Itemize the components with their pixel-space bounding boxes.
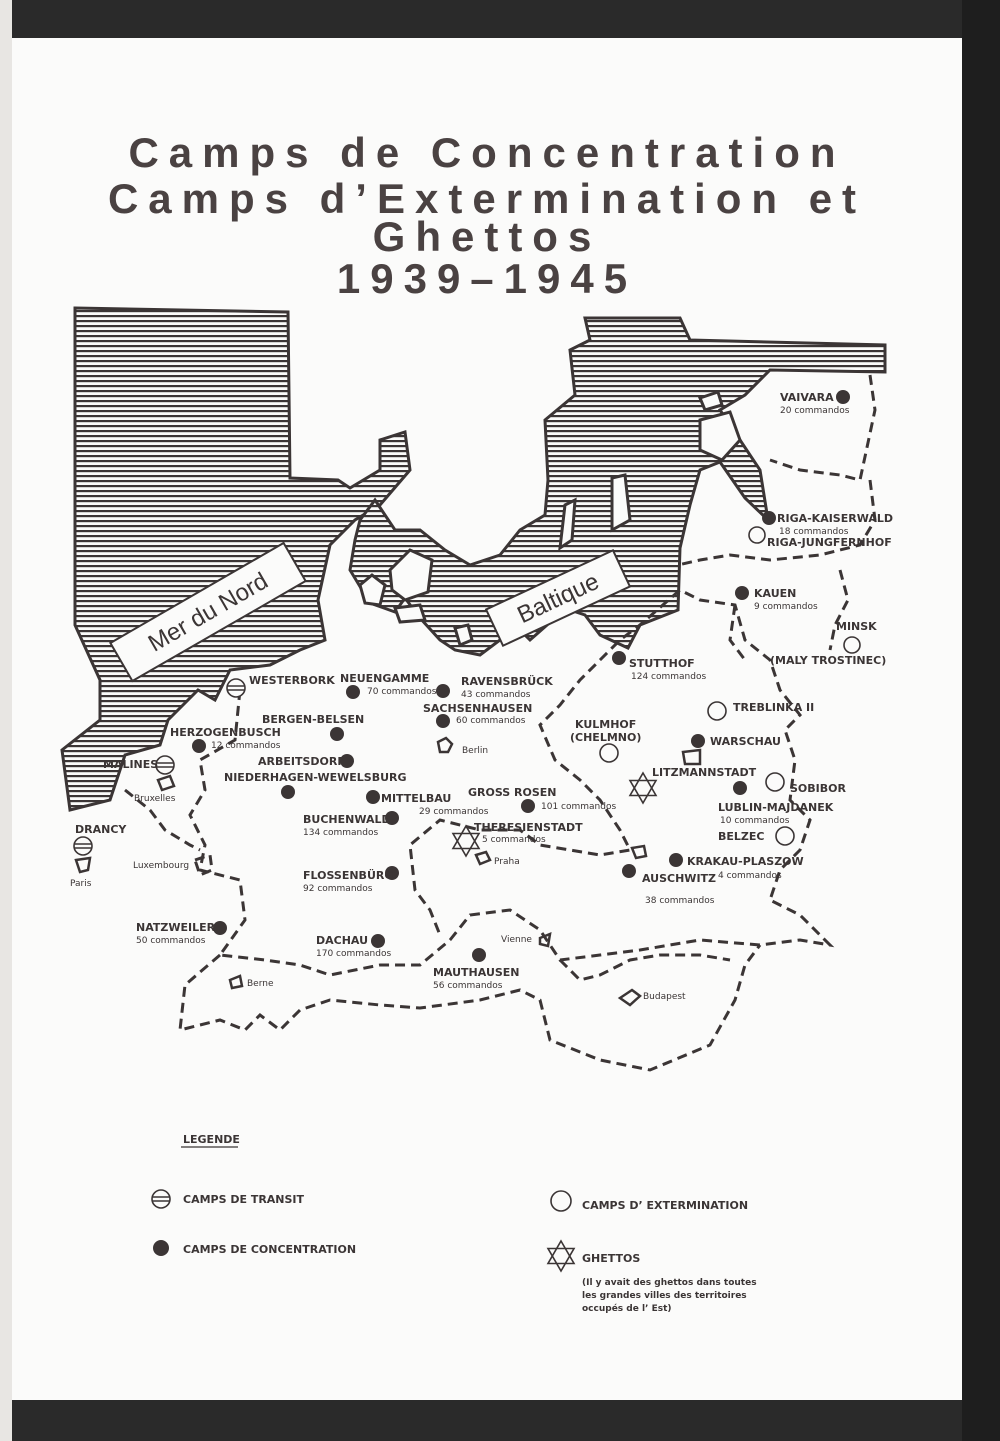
- city-outline-berne: [230, 976, 242, 988]
- riga-jungfernhof-label: RIGA-JUNGFERNHOF: [767, 536, 892, 549]
- gross-rosen-dot: [521, 799, 535, 813]
- ravensbruck-label: RAVENSBRÜCK: [461, 675, 553, 688]
- krakau-label: KRAKAU-PLASZOW: [687, 855, 804, 868]
- malines-transit-icon: [156, 756, 174, 774]
- kauen-dot: [735, 586, 749, 600]
- flossenburg-sub: 92 commandos: [303, 884, 373, 894]
- niederhagen-dot: [281, 785, 295, 799]
- herzogenbusch-label: HERZOGENBUSCH: [170, 726, 281, 739]
- sachsenhausen-label: SACHSENHAUSEN: [423, 702, 533, 715]
- kauen-label: KAUEN: [754, 587, 797, 600]
- auschwitz-label: AUSCHWITZ: [642, 872, 717, 885]
- sobibor-label: SOBIBOR: [790, 782, 846, 795]
- riga-kaiserwald-sub: 18 commandos: [779, 527, 849, 537]
- city-outline-budapest: [620, 990, 640, 1005]
- kulmhof-sub: (CHELMNO): [570, 731, 642, 744]
- krakau-sub: 4 commandos: [718, 871, 782, 881]
- legend-extermination-icon: [551, 1191, 571, 1211]
- vaivara-label: VAIVARA: [780, 391, 834, 404]
- ravensbruck-sub: 43 commandos: [461, 690, 531, 700]
- city-budapest: Budapest: [643, 992, 686, 1002]
- title-line-2: Camps d’Extermination et: [107, 175, 867, 222]
- city-outline-praha: [476, 852, 490, 864]
- buchenwald-label: BUCHENWALD: [303, 813, 391, 826]
- arbeitsdorf-label: ARBEITSDORF: [258, 755, 345, 768]
- border-luxembourg: [195, 855, 212, 875]
- mittelbau-label: MITTELBAU: [381, 792, 452, 805]
- sachsenhausen-dot: [436, 714, 450, 728]
- legend-ghettos-label: GHETTOS: [582, 1252, 641, 1265]
- ravensbruck-dot: [436, 684, 450, 698]
- stutthof-sub: 124 commandos: [631, 672, 707, 682]
- legend-transit-label: CAMPS DE TRANSIT: [183, 1193, 305, 1206]
- minsk-label: MINSK: [836, 620, 877, 633]
- city-outline-berlin: [438, 738, 452, 752]
- riga-kaiserwald-dot: [762, 511, 776, 525]
- city-berne: Berne: [247, 979, 274, 989]
- dachau-dot: [371, 934, 385, 948]
- herzogenbusch-dot: [192, 739, 206, 753]
- island: [395, 605, 425, 622]
- niederhagen-label: NIEDERHAGEN-WEWELSBURG: [224, 771, 407, 784]
- title-line-4: 1939–1945: [336, 255, 638, 302]
- sobibor-circle: [766, 773, 784, 791]
- city-berlin: Berlin: [462, 746, 489, 756]
- auschwitz-sub: 38 commandos: [645, 896, 715, 906]
- natzweiler-sub: 50 commandos: [136, 936, 206, 946]
- mauthausen-dot: [472, 948, 486, 962]
- city-outline-paris: [76, 858, 90, 872]
- lublin-label: LUBLIN-MAJDANEK: [718, 801, 834, 814]
- legend: [152, 1133, 757, 1314]
- bergen-belsen-label: BERGEN-BELSEN: [262, 713, 365, 726]
- drancy-label: DRANCY: [75, 823, 127, 836]
- kauen-sub: 9 commandos: [754, 602, 818, 612]
- island: [612, 475, 630, 530]
- city-outline-bruxelles: [158, 776, 174, 790]
- mauthausen-label: MAUTHAUSEN: [433, 966, 520, 979]
- city-bruxelles: Bruxelles: [134, 794, 176, 804]
- warschau-dot: [691, 734, 705, 748]
- bergen-belsen-dot: [330, 727, 344, 741]
- city-praha: Praha: [494, 857, 520, 867]
- flossenburg-label: FLOSSENBÜRG: [303, 869, 394, 882]
- mauthausen-sub: 56 commandos: [433, 981, 503, 991]
- riga-jungfernhof-circle: [749, 527, 765, 543]
- drancy-transit-icon: [74, 837, 92, 855]
- kulmhof-circle: [600, 744, 618, 762]
- legend-concentration-label: CAMPS DE CONCENTRATION: [183, 1243, 357, 1256]
- litzmannstadt-label: LITZMANNSTADT: [652, 766, 757, 779]
- treblinka-label: TREBLINKA II: [733, 701, 815, 714]
- krakau-dot: [669, 853, 683, 867]
- malines-label: MALINES: [103, 758, 159, 771]
- legend-note-line-3: occupés de l’ Est): [582, 1304, 672, 1314]
- legend-extermination-label: CAMPS D’ EXTERMINATION: [582, 1199, 749, 1212]
- mittelbau-dot: [366, 790, 380, 804]
- kulmhof-label: KULMHOF: [575, 718, 637, 731]
- auschwitz-dot: [622, 864, 636, 878]
- city-outline-krakau: [632, 846, 646, 858]
- title-line-1: Camps de Concentration: [128, 129, 846, 176]
- stutthof-dot: [612, 651, 626, 665]
- north-sea-label: Mer du Nord: [143, 567, 273, 658]
- border-switzerland-austria: [180, 945, 760, 1070]
- vaivara-dot: [836, 390, 850, 404]
- riga-kaiserwald-label: RIGA-KAISERWALD: [777, 512, 893, 525]
- legend-note-line-1: (Il y avait des ghettos dans toutes: [582, 1278, 757, 1288]
- neuengamme-label: NEUENGAMME: [340, 672, 430, 685]
- gross-rosen-sub: 101 commandos: [541, 802, 617, 812]
- westerbork-transit-icon: [227, 679, 245, 697]
- lublin-sub: 10 commandos: [720, 816, 790, 826]
- neuengamme-dot: [346, 685, 360, 699]
- city-luxembourg: Luxembourg: [133, 861, 190, 871]
- lublin-dot: [733, 781, 747, 795]
- treblinka-circle: [708, 702, 726, 720]
- vaivara-sub: 20 commandos: [780, 406, 850, 416]
- dachau-sub: 170 commandos: [316, 949, 392, 959]
- stutthof-label: STUTTHOF: [629, 657, 695, 670]
- city-paris: Paris: [70, 879, 92, 889]
- border-hungary: [560, 955, 730, 980]
- gross-rosen-label: GROSS ROSEN: [468, 786, 557, 799]
- legend-note-line-2: les grandes villes des territoires: [582, 1291, 747, 1301]
- city-vienne: Vienne: [501, 935, 532, 945]
- mittelbau-sub: 29 commandos: [419, 807, 489, 817]
- dachau-label: DACHAU: [316, 934, 369, 947]
- legend-ghetto-star-icon: [548, 1241, 574, 1271]
- city-outline-warschau: [683, 750, 700, 764]
- natzweiler-dot: [213, 921, 227, 935]
- herzogenbusch-sub: 12 commandos: [211, 741, 281, 751]
- belzec-label: BELZEC: [718, 830, 765, 843]
- legend-concentration-icon: [153, 1240, 169, 1256]
- legend-transit-icon: [152, 1190, 170, 1208]
- westerbork-label: WESTERBORK: [249, 674, 335, 687]
- neuengamme-sub: 70 commandos: [367, 687, 437, 697]
- natzweiler-label: NATZWEILER: [136, 921, 216, 934]
- belzec-circle: [776, 827, 794, 845]
- buchenwald-sub: 134 commandos: [303, 828, 379, 838]
- sachsenhausen-sub: 60 commandos: [456, 716, 526, 726]
- legend-title: LEGENDE: [183, 1133, 240, 1146]
- baltic-label: Baltique: [513, 567, 604, 630]
- warschau-label: WARSCHAU: [710, 735, 781, 748]
- minsk-circle: [844, 637, 860, 653]
- minsk-sub: (MALY TROSTINEC): [770, 654, 887, 667]
- title-line-3: Ghettos: [372, 213, 602, 260]
- theresienstadt-label: THERESIENSTADT: [474, 821, 583, 834]
- theresienstadt-sub: 5 commandos: [482, 835, 546, 845]
